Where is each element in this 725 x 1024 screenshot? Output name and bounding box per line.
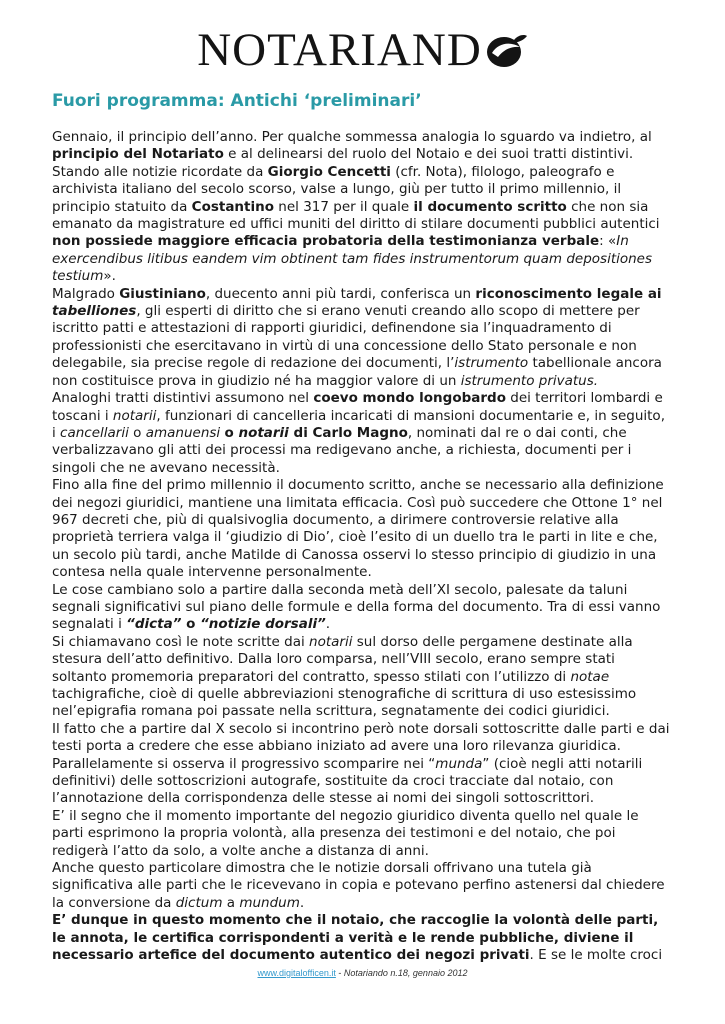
text-run: o — [128, 424, 146, 441]
text-run: , nominati dal re o dai conti, che verbalizzavano gli atti dei processi ma redigevano anche, a richiesta, documenti per i singoli che ne avevano necessità. — [52, 424, 632, 476]
text-run: Giustiniano — [119, 285, 206, 302]
text-run: Analoghi tratti distintivi assumono nel — [52, 390, 314, 407]
masthead-logo — [0, 22, 725, 78]
text-run: . — [325, 616, 331, 633]
article-paragraph — [52, 390, 672, 477]
text-run: dictum — [175, 894, 223, 911]
article-paragraph — [52, 756, 672, 808]
text-run: In exercendibus litibus eandem vim obtinent tam fides instrumentorum quam depositiones testium — [52, 233, 653, 285]
text-run: E’ il segno che il momento importante del negozio giuridico diventa quello nel quale le parti esprimono la propria volontà, alla presenza dei testimoni e del notaio, che poi redigerà l’atto da solo, a volte anche a distanza di anni. — [52, 807, 639, 859]
text-run: dei territori lombardi e toscani i — [52, 390, 663, 424]
text-run: notarii — [309, 633, 353, 650]
article-paragraph — [52, 634, 672, 721]
text-run: . E se le molte croci — [529, 947, 663, 964]
text-run: Il fatto che a partire dal X secolo si incontrino però note dorsali sottoscritte dalle parti e dai testi porta a credere che esse abbiano iniziato ad avere una loro rilevanza giuridica. — [52, 720, 670, 755]
article-paragraph — [52, 477, 672, 581]
article-paragraph — [52, 721, 672, 756]
text-run: principio del Notariato — [52, 146, 224, 163]
text-run: , gli esperti di diritto che si erano venuti creando allo scopo di mettere per iscritto patti e attestazioni di rapporti giuridici, definendone sia l’inquadramento di professionisti che esercitavano in virtù di una concessione dello Stato personale e non delegabile, sia precise regole di redazione dei documenti, l’ — [52, 303, 640, 372]
text-run: tabelliones — [52, 303, 137, 320]
text-run: Le cose cambiano solo a partire dalla seconda metà dell’XI secolo, palesate da taluni segnali significativi sul piano delle formule e della forma del documento. Tra di essi vanno segnalati i — [52, 581, 661, 633]
text-run: a — [222, 894, 240, 911]
text-run: , funzionari di cancelleria incaricati di mansioni documentarie e, in seguito, i — [52, 407, 665, 441]
masthead-title: NOTARIAND — [197, 24, 482, 76]
text-run: “notizie dorsali” — [200, 616, 326, 633]
text-run: sul dorso delle pergamene destinate alla stesura dell’atto definitivo. Dalla loro comparsa, nell’VIII secolo, erano sempre stati soltanto promemoria preparatori del contratto, spesso stilati con l’utilizzo di — [52, 633, 633, 685]
article-paragraph — [52, 286, 672, 390]
text-run: o — [181, 616, 201, 633]
text-run: Si chiamavano così le note scritte dai — [52, 633, 310, 650]
article-paragraph — [52, 582, 672, 634]
text-run: Fino alla fine del primo millennio il documento scritto, anche se necessario alla definizione dei negozi giuridici, mantiene una limitata efficacia. Così può succedere che Ottone 1° nel 967 decreti che, più di qualsivoglia documento, a dirimere controversie relative alla proprietà terriera valga il ‘giudizio di Dio’, cioè l’esito di un duello tra le parti in lite e che, un secolo più tardi, anche Matilde di Canossa osservi lo stesso principio di giudizio in una contesa nella quale intervenne personalmente. — [52, 477, 664, 581]
text-run: di Carlo Magno — [288, 424, 408, 441]
text-run: notarii — [112, 407, 157, 424]
text-run: ” (cioè negli atti notarili definitivi) delle sottoscrizioni autografe, sostituite da croci tracciate dal notaio, con l’annotazione della corrispondenza delle stesse ai nomi dei singoli sottoscrittori. — [52, 755, 643, 807]
text-run: riconoscimento legale ai — [475, 285, 662, 302]
text-run: tachigrafiche, cioè di quelle abbreviazioni stenografiche di scrittura di uso estesissimo nel’epigrafia romana poi passate nella scrittura, segnatamente dei codici giuridici. — [52, 686, 637, 720]
text-run: notae — [570, 668, 610, 685]
text-run: Gennaio, il principio dell’anno. Per qualche sommessa analogia lo sguardo va indietro, al — [52, 129, 652, 145]
article-paragraph — [52, 912, 672, 964]
text-run: E’ dunque in questo momento che il notaio, che raccoglie la volontà delle parti, le annota, le certifica corrispondenti a verità e le rende pubbliche, diviene il necessario artefice del documento autentico dei negozi privati — [52, 912, 659, 964]
article-paragraph — [52, 164, 672, 286]
text-run: nel 317 per il quale — [274, 198, 414, 215]
text-run: tabellionale ancora non costituisce prova in giudizio né ha maggior valore di un — [52, 355, 662, 389]
text-run: , duecento anni più tardi, conferisca un — [205, 285, 476, 302]
article-paragraph — [52, 129, 672, 164]
article-paragraph — [52, 860, 672, 912]
text-run: o — [224, 424, 239, 441]
text-run: Stando alle notizie ricordate da — [52, 163, 268, 180]
text-run: istrumento privatus. — [460, 372, 599, 389]
text-run: Malgrado — [52, 285, 120, 302]
text-run: notarii — [238, 424, 289, 441]
text-run: che non sia emanato da magistrature ed uffici muniti del diritto di stilare documenti pubblici autentici — [52, 198, 660, 233]
text-run: istrumento — [454, 355, 529, 372]
text-run: non possiede maggiore efficacia probatoria della testimonianza verbale — [52, 233, 600, 250]
page-footer — [0, 968, 725, 978]
leaf-logo-icon — [484, 31, 528, 71]
text-run: coevo mondo longobardo — [313, 390, 506, 407]
text-run: ». — [103, 268, 116, 285]
text-run: : « — [599, 233, 617, 250]
text-run: Parallelamente si osserva il progressivo scomparire nei “ — [52, 755, 436, 772]
text-run: “dicta” — [126, 616, 182, 633]
text-run: Giorgio Cencetti — [267, 163, 391, 180]
footer-issue: Notariando n.18, gennaio 2012 — [343, 968, 468, 978]
article-paragraph — [52, 808, 672, 860]
footer-separator: - — [335, 968, 344, 978]
text-run: cancellarii — [60, 424, 129, 441]
text-run: amanuensi — [145, 424, 221, 441]
text-run: munda — [435, 755, 483, 772]
text-run: (cfr. Nota), filologo, paleografo e archivista italiano del secolo scorso, valse a lungo, giù per tutto il primo millennio, il principio statuito da — [52, 163, 622, 215]
text-run: Anche questo particolare dimostra che le notizie dorsali offrivano una tutela già significativa alle parti che le ricevevano in copia e potevano perfino astenersi dal chiedere la conversione da — [52, 860, 665, 911]
text-run: il documento scritto — [413, 198, 567, 215]
text-run: Costantino — [191, 198, 275, 215]
text-run: e al delinearsi del ruolo del Notaio e dei suoi tratti distintivi. — [223, 146, 634, 163]
footer-website-link[interactable]: www.digitalofficen.it — [257, 968, 336, 978]
article-title: Fuori programma: Antichi ‘preliminari’ — [52, 91, 422, 111]
text-run: mundum — [239, 894, 300, 911]
text-run: . — [299, 894, 305, 911]
article-body — [52, 129, 672, 965]
